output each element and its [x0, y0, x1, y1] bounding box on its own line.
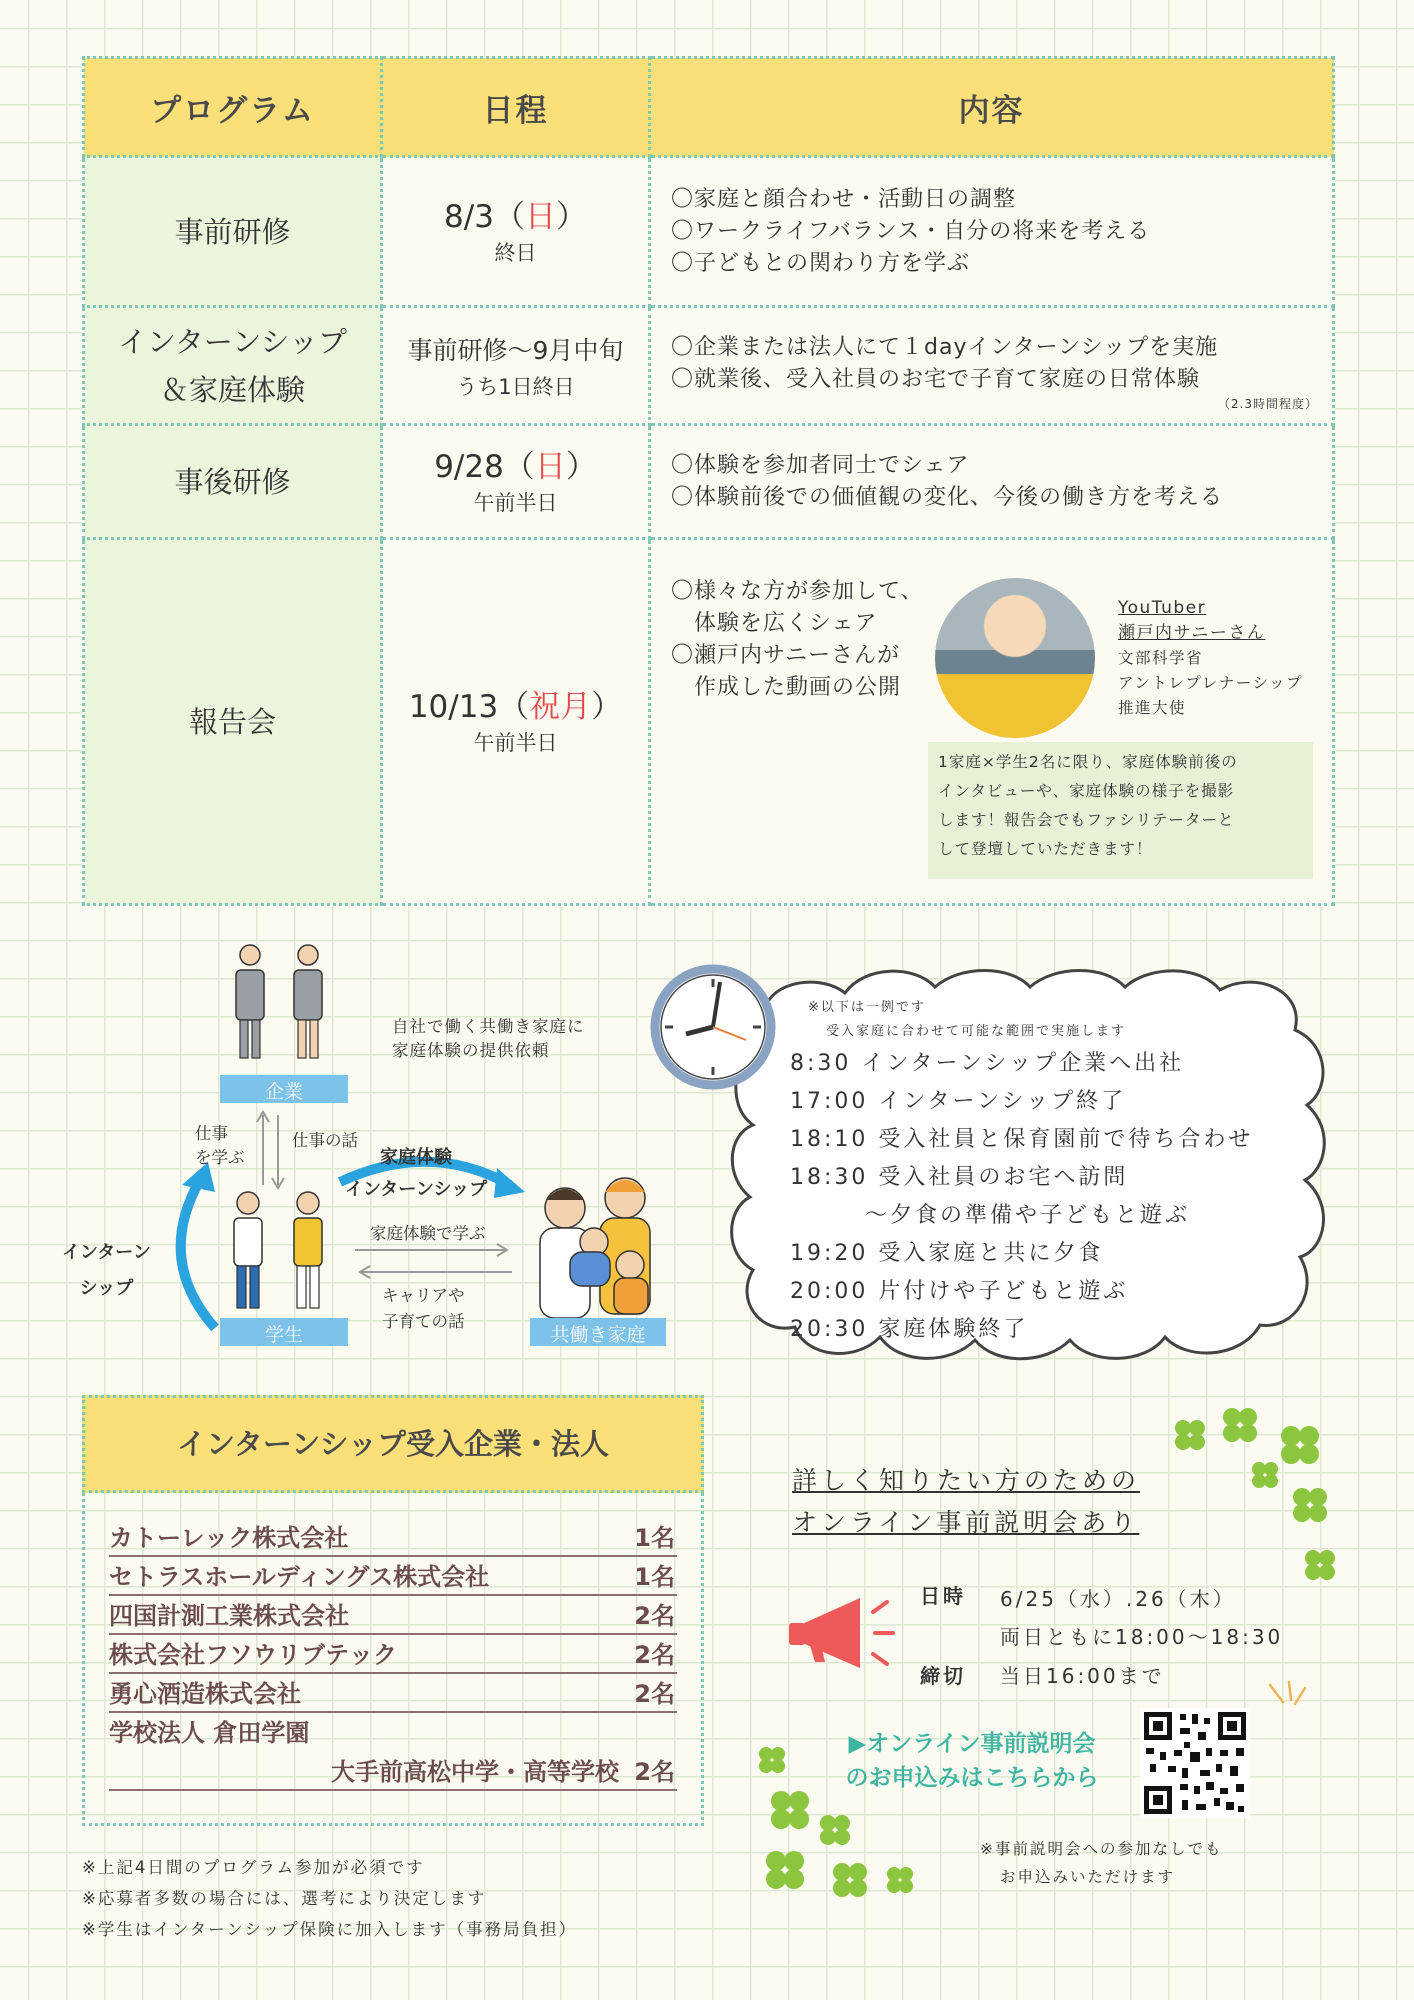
deadline-label: 締切: [920, 1664, 966, 1688]
student-people-icon: [234, 1192, 322, 1308]
timeline-item: 18:10 受入社員と保育園前で待ち合わせ: [790, 1127, 1254, 1152]
speaker-org: 文部科学省: [1118, 649, 1204, 667]
family-exp-line: インターンシップ: [345, 1179, 488, 1200]
timeline-item: 18:30 受入社員のお宅へ訪問: [790, 1165, 1129, 1190]
session-title-line: 詳しく知りたい方のための: [792, 1466, 1141, 1495]
content-item: 作成した動画の公開: [671, 675, 902, 700]
learn-work-line: を学ぶ: [195, 1148, 245, 1167]
content-item: 体験を広くシェア: [671, 611, 878, 636]
content-cell: [650, 425, 1334, 539]
list-item: [109, 1599, 677, 1635]
table-row: [84, 307, 1334, 425]
companies-title: インターンシップ受入企業・法人: [82, 1395, 704, 1493]
family-curve-arrowhead: [494, 1168, 525, 1198]
career-text: [382, 1283, 465, 1335]
speaker-role: YouTuber: [1118, 598, 1207, 618]
timeline-item: 20:00 片付けや子どもと遊ぶ: [790, 1279, 1129, 1304]
date-main: 9/28（: [434, 448, 535, 485]
date-sub: 午前半日: [473, 730, 558, 755]
example-note: [808, 996, 1126, 1044]
session-note: [980, 1835, 1223, 1891]
company-count: 2名: [634, 1641, 675, 1669]
clover-decoration-icon: [1160, 1405, 1350, 1595]
date-close: ）: [591, 688, 623, 725]
date-weekday: 日: [524, 198, 556, 235]
date-sub: 午前半日: [473, 490, 558, 515]
speaker-title: アントレプレナーシップ: [1118, 674, 1304, 692]
family-icon: [540, 1178, 650, 1318]
speaker-note-line: 1家庭×学生2名に限り、家庭体験前後の: [938, 753, 1238, 771]
content-item: 〇体験を参加者同士でシェア: [671, 452, 970, 478]
date-label: 日時: [920, 1584, 966, 1608]
company-count: 1名: [634, 1563, 675, 1591]
date-cell: [382, 539, 650, 905]
content-item: 〇体験前後での価値観の変化、今後の働き方を考える: [671, 484, 1224, 510]
table-header-row: [84, 58, 1334, 157]
timeline-item: 〜夕食の準備や子どもと遊ぶ: [790, 1203, 1191, 1228]
content-item: 〇子どもとの関わり方を学ぶ: [671, 250, 971, 276]
clock-icon: [648, 962, 778, 1092]
speaker-info: [1118, 596, 1303, 721]
internship-curve-arrow: [181, 1180, 215, 1328]
timeline-item: 8:30 インターンシップ企業へ出社: [790, 1051, 1185, 1076]
date-main: 事前研修〜9月中旬: [407, 335, 624, 365]
session-note-line: お申込みいただけます: [1000, 1868, 1176, 1886]
company-name: 勇心酒造株式会社: [109, 1680, 301, 1708]
company-name: 株式会社フソウリブテック: [109, 1641, 397, 1669]
company-label: 企業: [264, 1081, 303, 1103]
session-time: 両日ともに18:00〜18:30: [1000, 1625, 1284, 1649]
program-line: ＆家庭体験: [159, 372, 305, 407]
program-cell: 報告会: [84, 539, 382, 905]
request-line: 家庭体験の提供依頼: [392, 1041, 550, 1060]
program-cell: 事後研修: [84, 425, 382, 539]
list-item: [109, 1755, 677, 1791]
learn-work-line: 仕事: [195, 1124, 228, 1143]
timeline-item: 19:20 受入家庭と共に夕食: [790, 1241, 1104, 1266]
apply-line: のお申込みはこちらから: [845, 1765, 1099, 1791]
company-count: 1名: [634, 1524, 675, 1552]
content-item: 〇就業後、受入社員のお宅で子育て家庭の日常体験: [671, 366, 1201, 392]
content-note: （2.3時間程度）: [1217, 396, 1318, 411]
school-count: 2名: [634, 1758, 675, 1786]
company-name: カトーレック株式会社: [109, 1524, 349, 1552]
header-date: 日程: [382, 58, 650, 157]
header-content: 内容: [650, 58, 1334, 157]
list-item: [109, 1521, 677, 1557]
request-line: 自社で働く共働き家庭に: [392, 1017, 585, 1036]
content-cell: [650, 307, 1334, 425]
timeline-item: 17:00 インターンシップ終了: [790, 1089, 1127, 1114]
sparkle-lines-icon: [1265, 1680, 1325, 1740]
megaphone-icon: [785, 1590, 910, 1675]
footnote: ※学生はインターンシップ保険に加入します（事務局負担）: [82, 1920, 578, 1939]
speaker-note-line: します！報告会でもファシリテーターと: [938, 811, 1235, 829]
internship-text: [62, 1235, 151, 1307]
footnotes: [82, 1852, 577, 1945]
table-row: [84, 425, 1334, 539]
date-weekday: 日: [534, 448, 566, 485]
speaker-name: 瀬戸内サニーさん: [1118, 623, 1266, 643]
date-close: ）: [555, 198, 587, 235]
school-name: 学校法人 倉田学園: [109, 1719, 310, 1747]
clover-decoration-icon: [750, 1730, 930, 1910]
speaker-note-line: して登壇していただきます！: [938, 840, 1153, 858]
request-text: [392, 1015, 585, 1063]
school-name: 大手前高松中学・高等学校: [331, 1758, 619, 1786]
list-item: [109, 1716, 677, 1750]
list-item: [109, 1677, 677, 1713]
content-cell: [650, 157, 1334, 307]
internship-line: インターン: [62, 1242, 151, 1263]
learn-work-text: [195, 1122, 245, 1170]
date-sub: 終日: [494, 240, 537, 265]
speaker-note: [928, 742, 1313, 879]
content-item: 〇瀬戸内サニーさんが: [671, 643, 901, 668]
company-count: 2名: [634, 1680, 675, 1708]
program-cell: 事前研修: [84, 157, 382, 307]
company-count: 2名: [634, 1602, 675, 1630]
session-note-line: ※事前説明会への参加なしでも: [980, 1840, 1223, 1858]
content-item: 〇ワークライフバランス・自分の将来を考える: [671, 218, 1151, 244]
list-item: [109, 1560, 677, 1596]
company-people-icon: [236, 945, 322, 1058]
content-item: 〇企業または法人にて１dayインターンシップを実施: [671, 334, 1219, 360]
date-cell: [382, 307, 650, 425]
date-weekday: 祝月: [529, 688, 592, 725]
speaker-note-line: インタビューや、家庭体験の様子を撮影: [938, 782, 1235, 800]
date-sub: うち1日終日: [456, 374, 575, 399]
career-line: キャリアや: [382, 1286, 465, 1305]
apply-line: ▶オンライン事前説明会: [848, 1731, 1096, 1757]
example-note-line: 受入家庭に合わせて可能な範囲で実施します: [826, 1024, 1127, 1039]
date-main: 10/13（: [408, 688, 530, 725]
example-note-line: ※以下は一例です: [808, 1000, 926, 1015]
family-label: 共働き家庭: [550, 1324, 646, 1346]
learn-family-text: 家庭体験で学ぶ: [370, 1224, 486, 1243]
company-name: 四国計測工業株式会社: [109, 1602, 349, 1630]
session-date: 6/25（水）.26（木）: [1000, 1587, 1236, 1611]
session-title: [792, 1460, 1140, 1544]
family-exp-text: [345, 1142, 487, 1206]
program-cell: [84, 307, 382, 425]
work-talk-text: 仕事の話: [292, 1131, 358, 1150]
date-cell: [382, 157, 650, 307]
footnote: ※上記4日間のプログラム参加が必須です: [82, 1858, 425, 1877]
student-label: 学生: [264, 1324, 303, 1346]
company-name: セトラスホールディングス株式会社: [109, 1563, 490, 1591]
content-item: 〇様々な方が参加して、: [671, 579, 924, 604]
family-exp-line: 家庭体験: [380, 1147, 453, 1168]
content-item: 〇家庭と顔合わせ・活動日の調整: [671, 186, 1017, 212]
date-close: ）: [565, 448, 597, 485]
header-program: プログラム: [84, 58, 382, 157]
deadline-value: 当日16:00まで: [1000, 1664, 1165, 1688]
speaker-photo: [935, 578, 1095, 738]
list-item: [109, 1638, 677, 1674]
companies-list: [82, 1493, 704, 1826]
footnote: ※応募者多数の場合には、選考により決定します: [82, 1889, 487, 1908]
table-row: [84, 157, 1334, 307]
career-line: 子育ての話: [382, 1312, 465, 1331]
date-cell: [382, 425, 650, 539]
timeline-item: 20:30 家庭体験終了: [790, 1317, 1029, 1342]
example-timeline: [790, 1045, 1253, 1349]
qr-code[interactable]: [1140, 1708, 1250, 1818]
internship-line: シップ: [79, 1278, 134, 1299]
speaker-title: 推進大使: [1118, 699, 1187, 717]
program-line: インターンシップ: [118, 324, 347, 359]
session-title-line: オンライン事前説明会あり: [792, 1508, 1140, 1537]
date-main: 8/3（: [444, 198, 525, 235]
